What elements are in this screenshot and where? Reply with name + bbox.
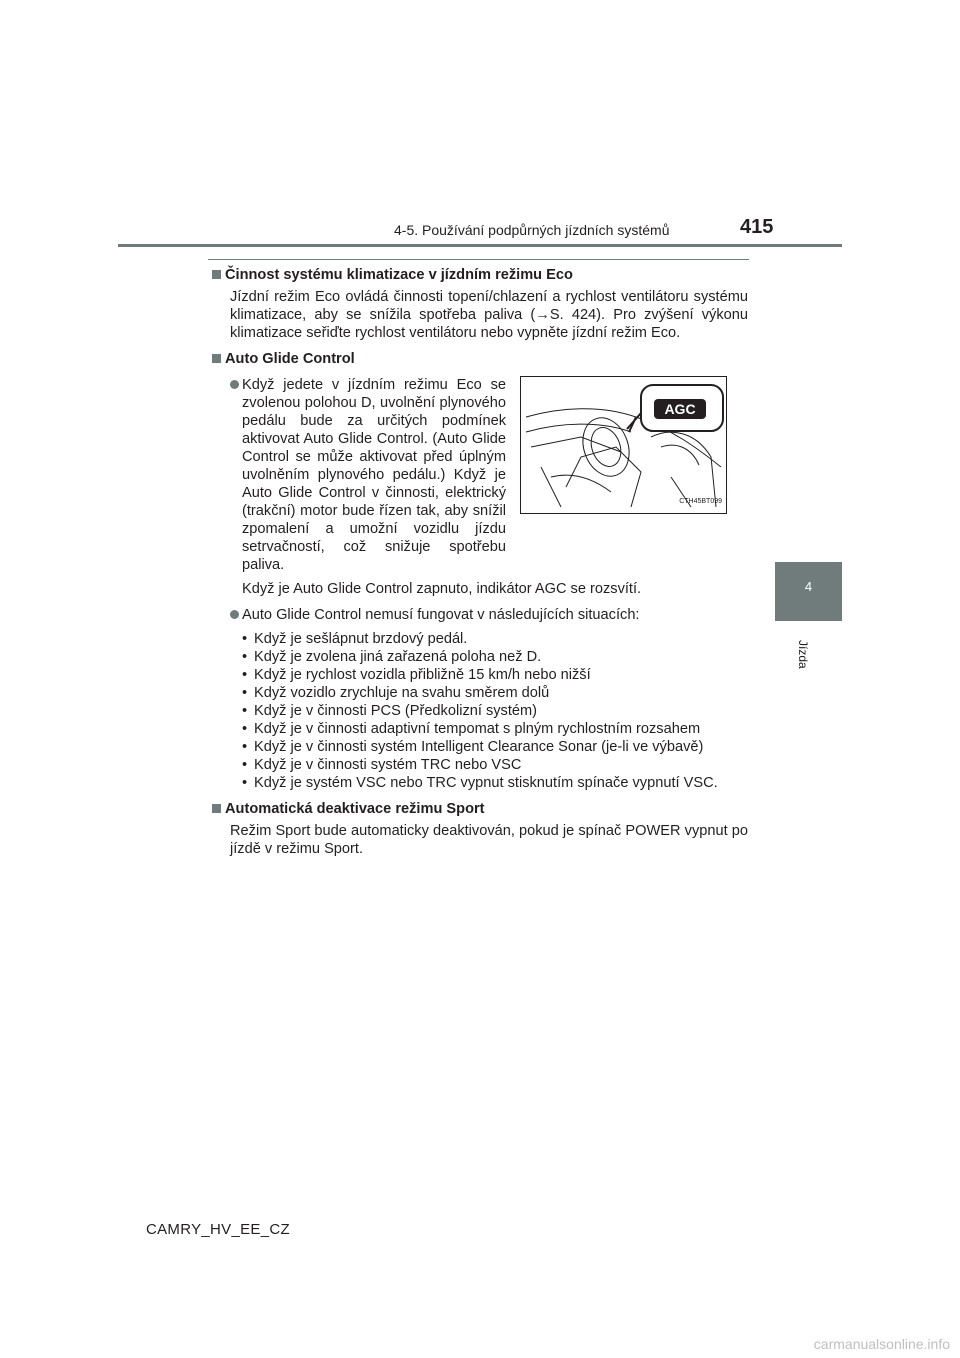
agc-figure bbox=[520, 376, 727, 514]
list-item: • Když je sešlápnut brzdový pedál. bbox=[242, 630, 748, 648]
list-item: • Když je v činnosti systém Intelligent Clearance Sonar (je-li ve výbavě) bbox=[242, 738, 748, 756]
page-content bbox=[212, 266, 748, 858]
bullet-circle-icon bbox=[230, 380, 239, 389]
list-item: • Když je v činnosti PCS (Předkolizní systém) bbox=[242, 702, 748, 720]
section-heading: Automatická deaktivace režimu Sport bbox=[225, 801, 485, 817]
list-item: • Když je systém VSC nebo TRC vypnut stisknutím spínače vypnutí VSC. bbox=[242, 774, 748, 792]
list-item: • Když je v činnosti adaptivní tempomat s plným rychlostním rozsahem bbox=[242, 720, 748, 738]
section-text: Jízdní režim Eco ovládá činnosti topení/chlazení a rychlost ventilátoru systému klimatizace, aby se snížila spotřeba paliva (→S. 424). Pro zvýšení výkonu klimatizace seřiďte rychlost ventilátoru nebo vypněte jízdní režim Eco. bbox=[230, 289, 748, 341]
chapter-tab bbox=[775, 562, 842, 621]
list-item: • Když je v činnosti systém TRC nebo VSC bbox=[242, 756, 748, 774]
bullet-circle-icon bbox=[230, 610, 239, 619]
agc-block bbox=[230, 376, 748, 572]
bullet-text: Auto Glide Control nemusí fungovat v následujících situacích: bbox=[242, 607, 640, 623]
figure-code: CTH45BT099 bbox=[679, 498, 722, 505]
section-heading: Auto Glide Control bbox=[225, 351, 355, 367]
header-rule bbox=[118, 244, 842, 247]
section-eco-climate bbox=[212, 266, 748, 342]
section-sport-deactivation bbox=[212, 800, 748, 858]
agc-badge: AGC bbox=[664, 401, 696, 417]
section-square-icon bbox=[212, 354, 221, 363]
bullet-text: Když jedete v jízdním režimu Eco se zvolenou polohou D, uvolnění plynového pedálu bude za určitých podmínek aktivovat Auto Glide Control. (Auto Glide Control se může aktivovat před úplným uvolněním plynového pedálu.) Když je Auto Glide Control v činnosti, elektrický (trakční) motor bude řízen tak, aby snížil zpomalení a umožní vozidlu jízdu setrvačností, což snižuje spotřebu paliva. bbox=[242, 377, 506, 573]
header-title: 4-5. Používání podpůrných jízdních systémů bbox=[394, 222, 670, 238]
content-separator bbox=[208, 259, 749, 260]
bullet-item bbox=[230, 606, 748, 624]
conditions-list bbox=[242, 630, 748, 792]
section-text: Režim Sport bude automaticky deaktivován, pokud je spínač POWER vypnut po jízdě v režimu Sport. bbox=[230, 823, 748, 857]
section-heading: Činnost systému klimatizace v jízdním režimu Eco bbox=[225, 267, 573, 283]
chapter-number: 4 bbox=[804, 579, 813, 594]
agc-indicator-note: Když je Auto Glide Control zapnuto, indikátor AGC se rozsvítí. bbox=[242, 581, 642, 597]
page-number: 415 bbox=[740, 216, 774, 238]
list-item: • Když vozidlo zrychluje na svahu směrem dolů bbox=[242, 684, 748, 702]
section-square-icon bbox=[212, 270, 221, 279]
list-item: • Když je zvolena jiná zařazená poloha než D. bbox=[242, 648, 748, 666]
chapter-label: Jízda bbox=[796, 640, 810, 669]
watermark: carmanualsonline.info bbox=[813, 1336, 950, 1352]
list-item: • Když je rychlost vozidla přibližně 15 km/h nebo nižší bbox=[242, 666, 748, 684]
footer-code: CAMRY_HV_EE_CZ bbox=[146, 1221, 290, 1238]
section-auto-glide bbox=[212, 350, 748, 792]
section-square-icon bbox=[212, 804, 221, 813]
